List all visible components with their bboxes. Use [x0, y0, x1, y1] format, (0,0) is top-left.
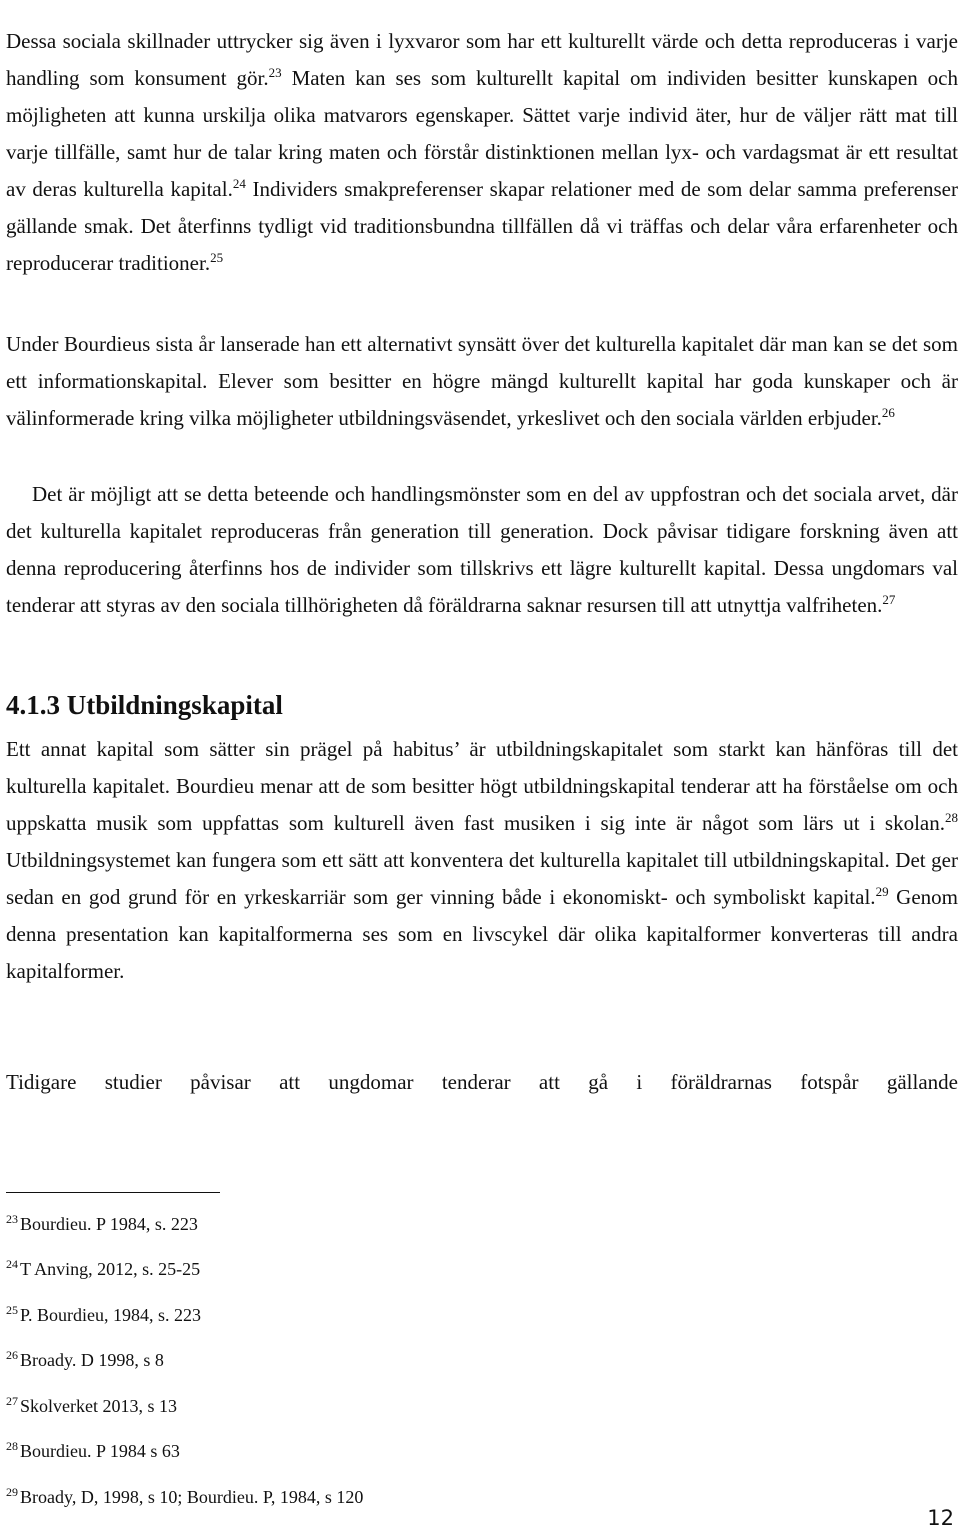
paragraph-previous-studies — [6, 1064, 958, 1101]
footnote-ref-23: 23 — [268, 65, 282, 80]
footnote-ref-28: 28 — [945, 810, 958, 825]
footnote-divider — [6, 1192, 220, 1193]
footnote-29 — [6, 1485, 363, 1509]
footnote-number: 28 — [6, 1439, 18, 1453]
paragraph-text: Maten kan ses som kulturellt kapital om individen besitter kunskapen och möjligheten att kunna urskilja olika matvarors egenskaper. Sättet varje individ äter, hur de väljer rätt mat till varje tillfälle, samt hur de talar kring maten och förstår distinktionen mellan lyx- och vardagsmat är ett resultat av deras kulturella kapital. — [6, 66, 958, 201]
footnote-text: Bourdieu. P 1984 s 63 — [20, 1441, 180, 1461]
page-number: 12 — [927, 1506, 954, 1530]
footnote-text: Bourdieu. P 1984, s. 223 — [20, 1214, 198, 1234]
footnote-ref-25: 25 — [210, 250, 224, 265]
footnote-25 — [6, 1303, 201, 1327]
footnote-number: 24 — [6, 1257, 18, 1271]
footnote-text: Skolverket 2013, s 13 — [20, 1396, 177, 1416]
paragraph-text: Genom denna presentation kan kapitalformerna ses som en livscykel där olika kapitalformer konverteras till andra kapitalformer. — [6, 885, 959, 983]
paragraph-text: Under Bourdieus sista år lanserade han ett alternativt synsätt över det kulturella kapitalet där man kan se det som ett informationskapital. Elever som besitter en högre mängd kulturellt kapital har goda kunskaper och är välinformerade kring vilka möjligheter utbildningsväsendet, yrkeslivet och den sociala världen erbjuder. — [6, 332, 958, 430]
footnote-number: 26 — [6, 1348, 18, 1362]
paragraph-text: Utbildningsystemet kan fungera som ett sätt att konventera det kulturella kapitalet till utbildningskapital. Det ger sedan en god grund för en yrkeskarriär som ger vinning både i ekonomiskt- och symboliskt kapital. — [6, 848, 958, 909]
paragraph-information-capital — [6, 326, 958, 437]
footnote-23 — [6, 1212, 198, 1236]
paragraph-text: Tidigare studier påvisar att ungdomar tenderar att gå i föräldrarnas fotspår gällande — [6, 1070, 958, 1094]
paragraph-education-capital — [6, 731, 958, 990]
footnote-26 — [6, 1348, 164, 1372]
footnote-ref-26: 26 — [881, 405, 895, 420]
paragraph-text: Ett annat kapital som sätter sin prägel på habitus’ är utbildningskapitalet som starkt kan hänföras till det kulturella kapitalet. Bourdieu menar att de som besitter högt utbildningskapital tenderar att ha förståelse om och uppskatta musik som uppfattas som kulturell även fast musiken i sig inte är något som lärs ut i skolan. — [6, 737, 958, 835]
footnote-number: 25 — [6, 1303, 18, 1317]
footnote-ref-27: 27 — [882, 592, 896, 607]
footnote-28 — [6, 1439, 180, 1463]
paragraph-text: Dessa sociala skillnader uttrycker sig även i lyxvaror som har ett kulturellt värde och detta reproduceras i varje handling som konsument gör. — [6, 29, 958, 90]
footnote-text: T Anving, 2012, s. 25-25 — [20, 1259, 201, 1279]
footnote-ref-24: 24 — [232, 176, 246, 191]
footnote-24 — [6, 1257, 200, 1281]
footnote-27 — [6, 1394, 177, 1418]
footnote-text: Broady. D 1998, s 8 — [20, 1350, 164, 1370]
footnote-number: 23 — [6, 1212, 18, 1226]
footnote-text: P. Bourdieu, 1984, s. 223 — [20, 1305, 202, 1325]
footnote-number: 29 — [6, 1485, 18, 1499]
paragraph-text: Individers smakpreferenser skapar relationer med de som delar samma preferenser gällande smak. Det återfinns tydligt vid traditionsbundna tillfällen då vi träffas och delar våra erfarenheter och reproducerar traditioner. — [6, 177, 959, 275]
section-heading: 4.1.3 Utbildningskapital — [6, 690, 283, 720]
footnote-ref-29: 29 — [875, 884, 889, 899]
footnote-number: 27 — [6, 1394, 18, 1408]
paragraph-cultural-goods — [6, 23, 958, 282]
paragraph-social-inheritance — [6, 476, 958, 624]
paragraph-text: Det är möjligt att se detta beteende och handlingsmönster som en del av uppfostran och det sociala arvet, där det kulturella kapitalet reproduceras från generation till generation. Dock påvisar tidigare forskning även att denna reproducering återfinns hos de individer som tillskrivs ett lägre kulturellt kapital. Dessa ungdomars val tenderar att styras av den sociala tillhörigheten då föräldrarna saknar resursen till att utnyttja valfriheten. — [6, 482, 958, 617]
footnote-text: Broady, D, 1998, s 10; Bourdieu. P, 1984, s 120 — [20, 1487, 364, 1507]
